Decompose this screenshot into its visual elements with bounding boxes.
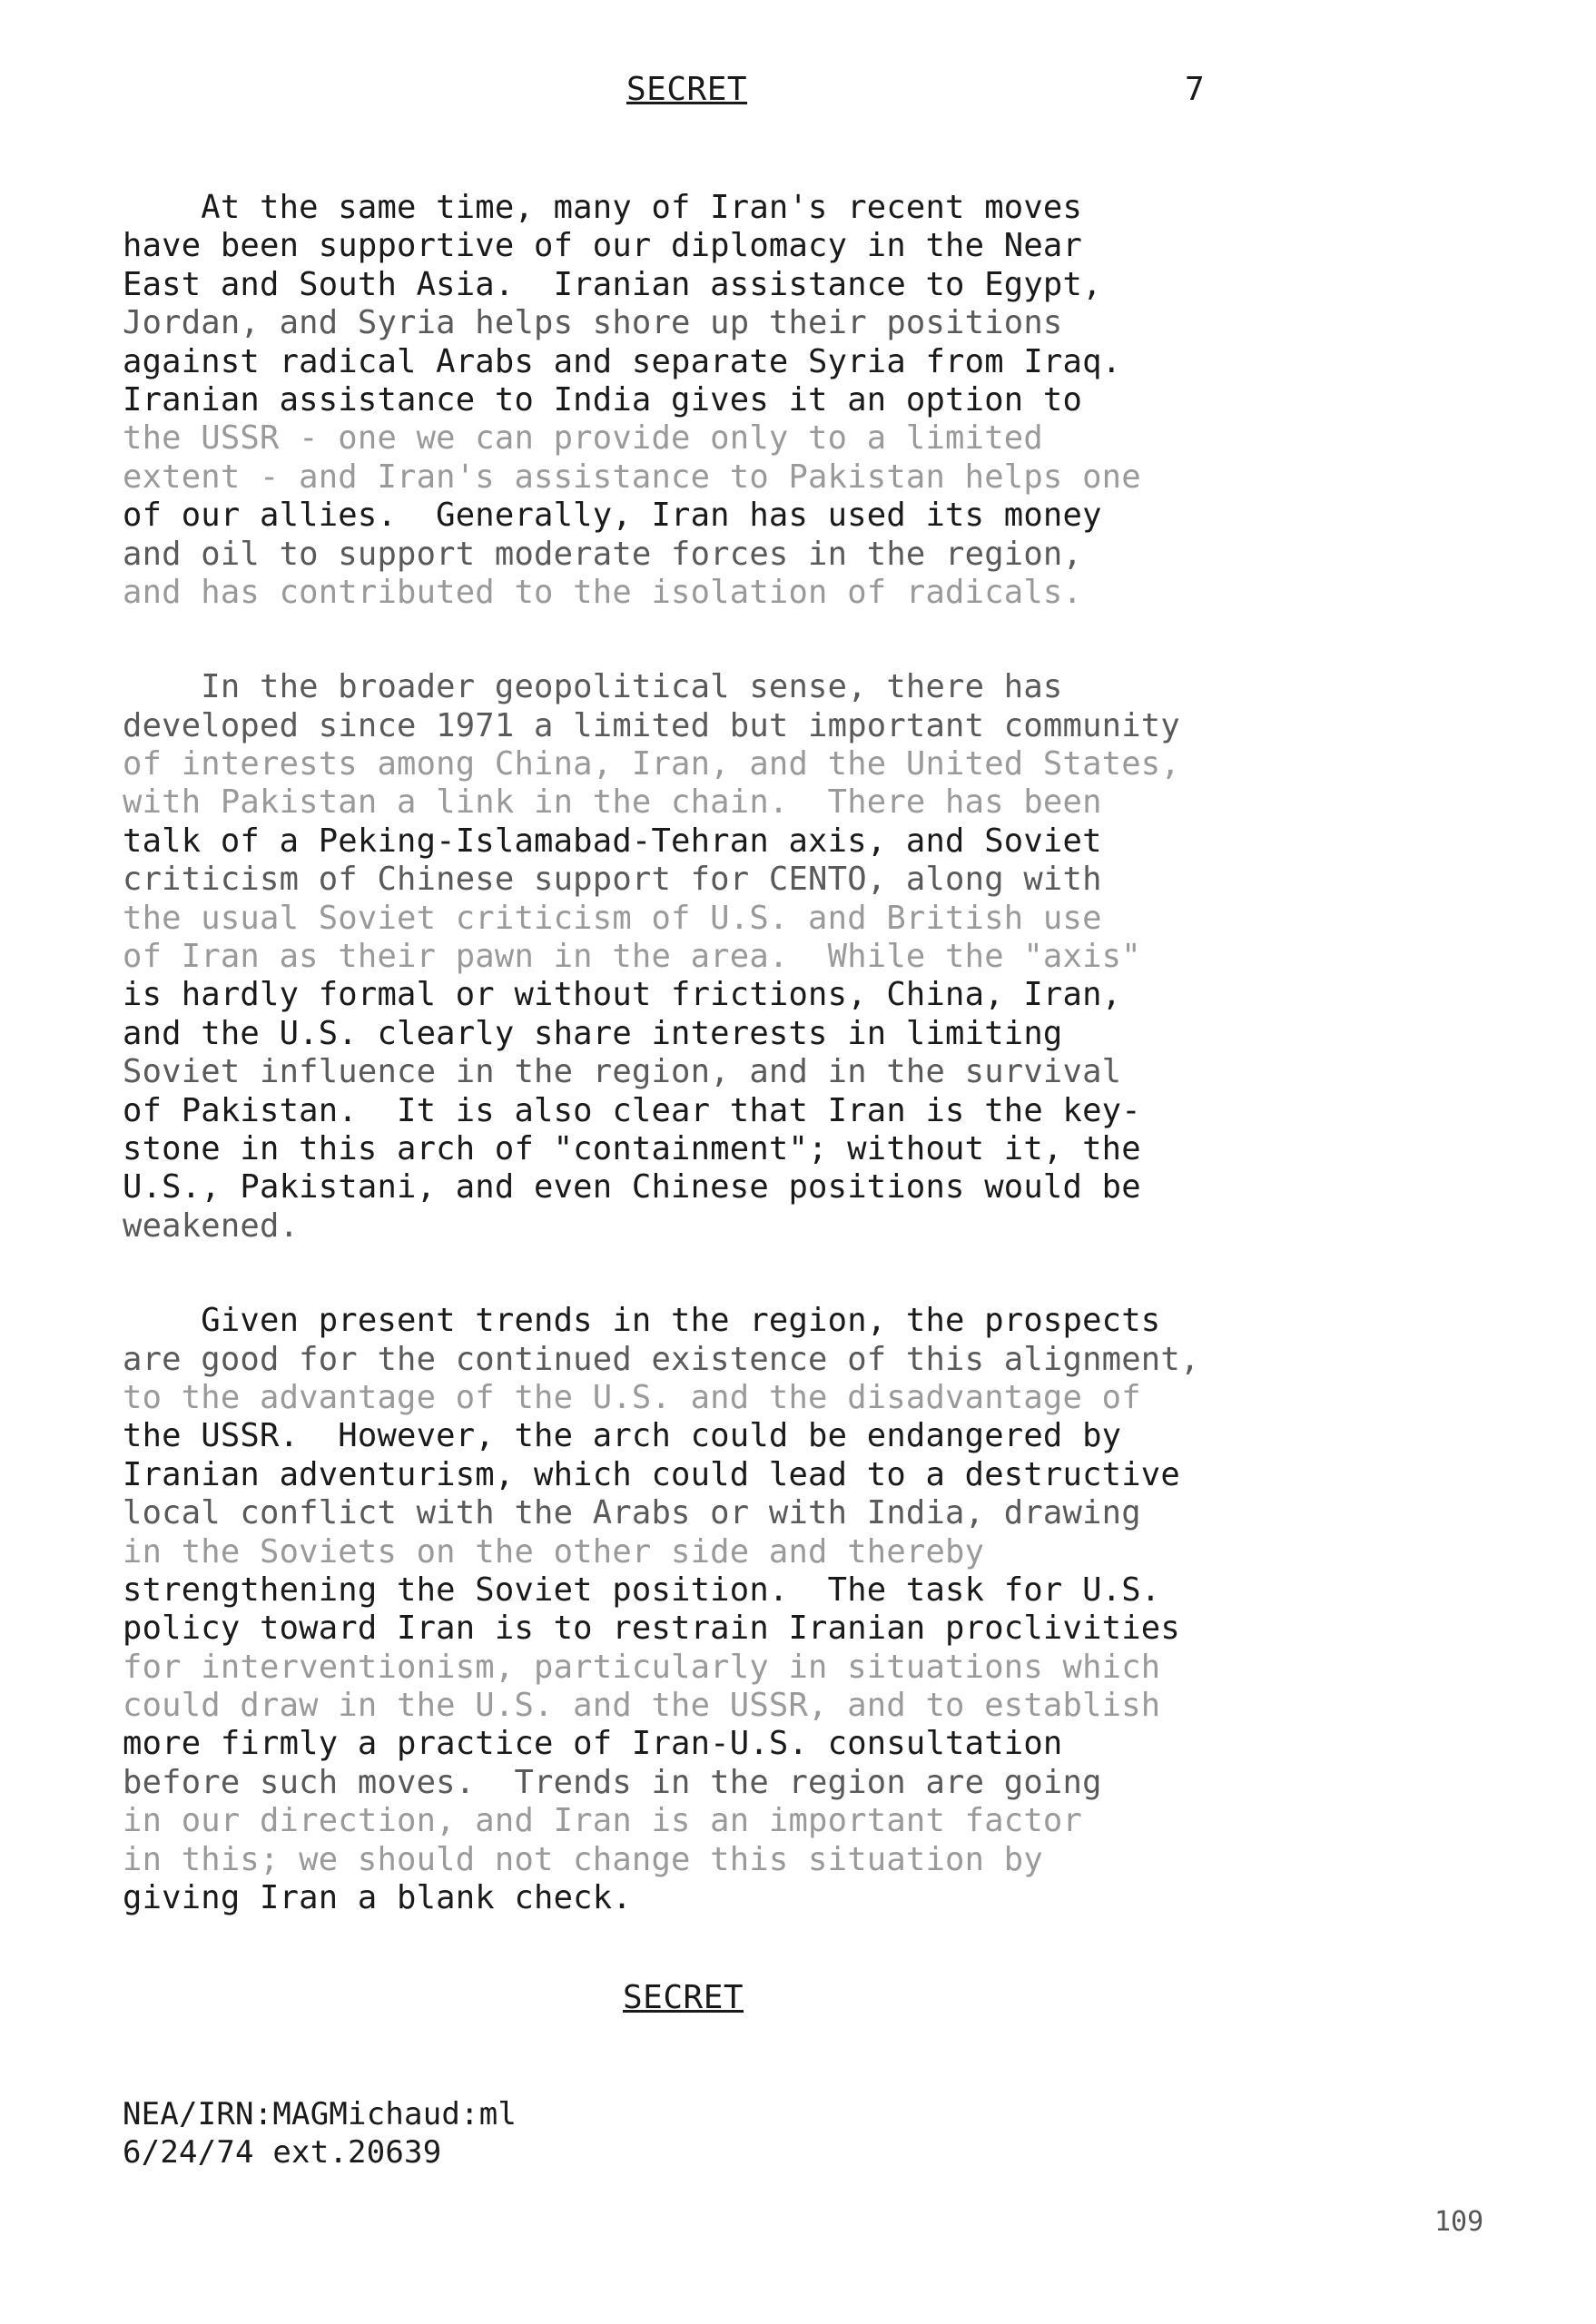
text-line: At the same time, many of Iran's recent moves (123, 189, 1083, 226)
text-line: in the Soviets on the other side and thereby (123, 1532, 985, 1571)
drafting-date-line: 6/24/74 ext.20639 (123, 2134, 442, 2171)
text-line: the USSR - one we can provide only to a limited (123, 419, 1043, 458)
text-line: are good for the continued existence of this alignment, (123, 1340, 1200, 1378)
text-line: giving Iran a blank check. (123, 1879, 632, 1917)
text-line: weakened. (123, 1206, 300, 1245)
text-line: criticism of Chinese support for CENTO, along with (123, 861, 1102, 899)
archive-page-number: 109 (1434, 2206, 1484, 2238)
text-line: the USSR. However, the arch could be endangered by (123, 1417, 1122, 1455)
text-line: of our allies. Generally, Iran has used its money (123, 497, 1102, 535)
document-body (123, 189, 1484, 1974)
text-line: talk of a Peking-Islamabad-Tehran axis, and Soviet (123, 822, 1102, 860)
text-line: more firmly a practice of Iran-U.S. consultation (123, 1725, 1063, 1763)
text-line: Jordan, and Syria helps shore up their positions (123, 304, 1063, 342)
text-line: before such moves. Trends in the region are going (123, 1763, 1102, 1801)
text-line: local conflict with the Arabs or with India, drawing (123, 1494, 1141, 1532)
text-line: U.S., Pakistani, and even Chinese positions would be (123, 1168, 1141, 1206)
text-line: strengthening the Soviet position. The task for U.S. (123, 1571, 1161, 1609)
text-line: stone in this arch of "containment"; without it, the (123, 1129, 1141, 1167)
text-line: with Pakistan a link in the chain. There has been (123, 783, 1102, 822)
text-line: of Iran as their pawn in the area. While the "axis" (123, 938, 1141, 976)
text-line: could draw in the U.S. and the USSR, and to establish (123, 1687, 1161, 1725)
page-number: 7 (1185, 71, 1205, 108)
text-line: against radical Arabs and separate Syria from Iraq. (123, 342, 1122, 380)
text-line: and has contributed to the isolation of radicals. (123, 573, 1083, 611)
drafting-office-line: NEA/IRN:MAGMichaud:ml (123, 2096, 517, 2132)
text-line: extent - and Iran's assistance to Pakistan helps one (123, 458, 1141, 496)
text-line: to the advantage of the U.S. and the disadvantage of (123, 1378, 1141, 1416)
paragraph (123, 668, 1484, 1246)
text-line: Iranian assistance to India gives it an option to (123, 380, 1083, 419)
text-line: in this; we should not change this situation by (123, 1840, 1043, 1878)
classification-marking-top: SECRET (626, 71, 748, 108)
drafting-info (123, 2095, 517, 2171)
text-line: and oil to support moderate forces in the region, (123, 535, 1083, 573)
text-line: the usual Soviet criticism of U.S. and British use (123, 899, 1102, 937)
text-line: and the U.S. clearly share interests in limiting (123, 1014, 1063, 1052)
paragraph (123, 1302, 1484, 1917)
paragraph (123, 189, 1484, 612)
text-line: in our direction, and Iran is an important factor (123, 1802, 1083, 1840)
classification-marking-bottom: SECRET (623, 1979, 744, 2016)
text-line: developed since 1971 a limited but important community (123, 706, 1180, 744)
text-line: of interests among China, Iran, and the United States, (123, 745, 1180, 783)
text-line: Given present trends in the region, the prospects (123, 1302, 1161, 1340)
text-line: have been supportive of our diplomacy in the Near (123, 227, 1083, 265)
text-line: policy toward Iran is to restrain Iranian proclivities (123, 1610, 1180, 1648)
page-header (0, 71, 1596, 125)
text-line: for interventionism, particularly in situations which (123, 1648, 1161, 1686)
text-line: of Pakistan. It is also clear that Iran is the key- (123, 1091, 1141, 1129)
text-line: Iranian adventurism, which could lead to a destructive (123, 1455, 1180, 1493)
text-line: East and South Asia. Iranian assistance to Egypt, (123, 265, 1102, 303)
text-line: is hardly formal or without frictions, China, Iran, (123, 976, 1122, 1014)
text-line: In the broader geopolitical sense, there has (123, 668, 1063, 706)
text-line: Soviet influence in the region, and in the survival (123, 1053, 1122, 1091)
